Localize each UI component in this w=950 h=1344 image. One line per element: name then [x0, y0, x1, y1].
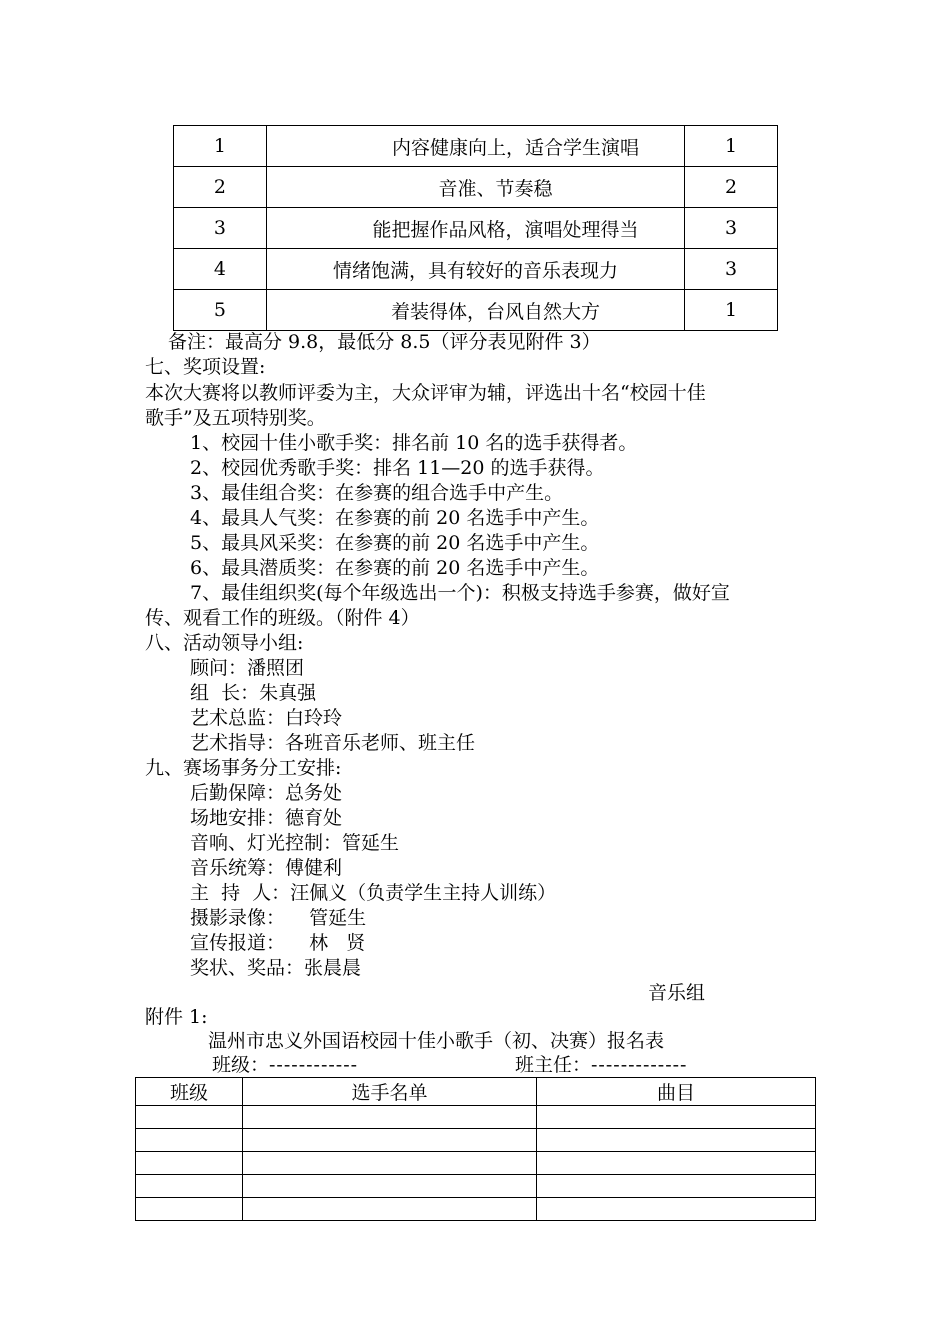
- table-row: [136, 1198, 816, 1221]
- criterion-score: 2: [685, 167, 778, 208]
- section8-heading: 八、活动领导小组:: [145, 632, 304, 654]
- duty-item: 宣传报道： 林 贤: [190, 932, 366, 954]
- class-field: [212, 1053, 358, 1078]
- cell: [243, 1129, 537, 1152]
- cell: [136, 1175, 243, 1198]
- duty-item: 音乐统筹：傅健利: [190, 857, 343, 879]
- duty-item: 后勤保障：总务处: [190, 782, 343, 804]
- criterion-score: 3: [685, 208, 778, 249]
- cell: [136, 1129, 243, 1152]
- class-label: 班级：: [212, 1054, 270, 1076]
- row-number: 1: [174, 126, 267, 167]
- cell: [243, 1152, 537, 1175]
- criteria-table: [173, 125, 778, 331]
- teacher-label: 班主任：: [515, 1054, 592, 1076]
- registration-table: [135, 1077, 816, 1221]
- section7-intro-line2: 歌手”及五项特别奖。: [145, 407, 326, 429]
- duty-item: 奖状、奖品：张晨晨: [190, 957, 362, 979]
- row-number: 5: [174, 290, 267, 331]
- header-songs: 曲目: [537, 1078, 816, 1106]
- cell: [537, 1198, 816, 1221]
- cell: [136, 1198, 243, 1221]
- cell: [243, 1106, 537, 1129]
- award-item: 6、最具潜质奖：在参赛的前 20 名选手中产生。: [190, 557, 600, 579]
- award-item-continued: 传、观看工作的班级。（附件 4）: [145, 607, 420, 629]
- header-class: 班级: [136, 1078, 243, 1106]
- teacher-blank: -------------: [591, 1054, 688, 1076]
- section9-heading: 九、赛场事务分工安排:: [145, 757, 342, 779]
- criterion-text: 能把握作品风格，演唱处理得当: [266, 208, 684, 249]
- leader-item: 组 长：朱真强: [190, 682, 317, 704]
- signature: 音乐组: [648, 982, 706, 1004]
- cell: [243, 1175, 537, 1198]
- class-blank: ------------: [269, 1054, 359, 1076]
- criterion-score: 1: [685, 126, 778, 167]
- header-contestants: 选手名单: [243, 1078, 537, 1106]
- criterion-score: 3: [685, 249, 778, 290]
- cell: [537, 1175, 816, 1198]
- cell: [136, 1152, 243, 1175]
- leader-item: 艺术指导：各班音乐老师、班主任: [190, 732, 476, 754]
- leader-item: 顾问：潘照团: [190, 657, 305, 679]
- duty-item: 音响、灯光控制：管延生: [190, 832, 400, 854]
- criterion-text: 着装得体，台风自然大方: [266, 290, 684, 331]
- criterion-text: 内容健康向上，适合学生演唱: [266, 126, 684, 167]
- scoring-note: 备注：最高分 9.8，最低分 8.5（评分表见附件 3）: [168, 331, 601, 353]
- table-row: [136, 1175, 816, 1198]
- award-item: 4、最具人气奖：在参赛的前 20 名选手中产生。: [190, 507, 600, 529]
- criterion-text: 音准、节奏稳: [266, 167, 684, 208]
- attachment-title: 温州市忠义外国语校园十佳小歌手（初、决赛）报名表: [208, 1030, 665, 1052]
- table-row: [174, 290, 778, 331]
- row-number: 2: [174, 167, 267, 208]
- table-row: [136, 1152, 816, 1175]
- table-header-row: [136, 1078, 816, 1106]
- section7-intro-line1: 本次大赛将以教师评委为主，大众评审为辅，评选出十名“校园十佳: [145, 382, 706, 404]
- table-row: [174, 249, 778, 290]
- cell: [243, 1198, 537, 1221]
- cell: [537, 1106, 816, 1129]
- row-number: 3: [174, 208, 267, 249]
- table-row: [136, 1129, 816, 1152]
- criterion-score: 1: [685, 290, 778, 331]
- cell: [136, 1106, 243, 1129]
- award-item: 2、校园优秀歌手奖：排名 11—20 的选手获得。: [190, 457, 605, 479]
- award-item: 7、最佳组织奖(每个年级选出一个)：积极支持选手参赛，做好宣: [190, 582, 730, 604]
- award-item: 3、最佳组合奖：在参赛的组合选手中产生。: [190, 482, 564, 504]
- award-item: 1、校园十佳小歌手奖：排名前 10 名的选手获得者。: [190, 432, 638, 454]
- table-row: [174, 126, 778, 167]
- attachment-label: 附件 1:: [145, 1006, 208, 1028]
- criterion-text: 情绪饱满，具有较好的音乐表现力: [266, 249, 684, 290]
- row-number: 4: [174, 249, 267, 290]
- duty-item: 摄影录像： 管延生: [190, 907, 367, 929]
- teacher-field: [515, 1053, 687, 1078]
- table-row: [136, 1106, 816, 1129]
- award-item: 5、最具风采奖：在参赛的前 20 名选手中产生。: [190, 532, 600, 554]
- table-row: [174, 167, 778, 208]
- table-row: [174, 208, 778, 249]
- duty-item: 场地安排：德育处: [190, 807, 343, 829]
- leader-item: 艺术总监：白玲玲: [190, 707, 343, 729]
- duty-item: 主 持 人：汪佩义（负责学生主持人训练）: [190, 882, 557, 904]
- cell: [537, 1129, 816, 1152]
- cell: [537, 1152, 816, 1175]
- section7-heading: 七、奖项设置:: [145, 356, 266, 378]
